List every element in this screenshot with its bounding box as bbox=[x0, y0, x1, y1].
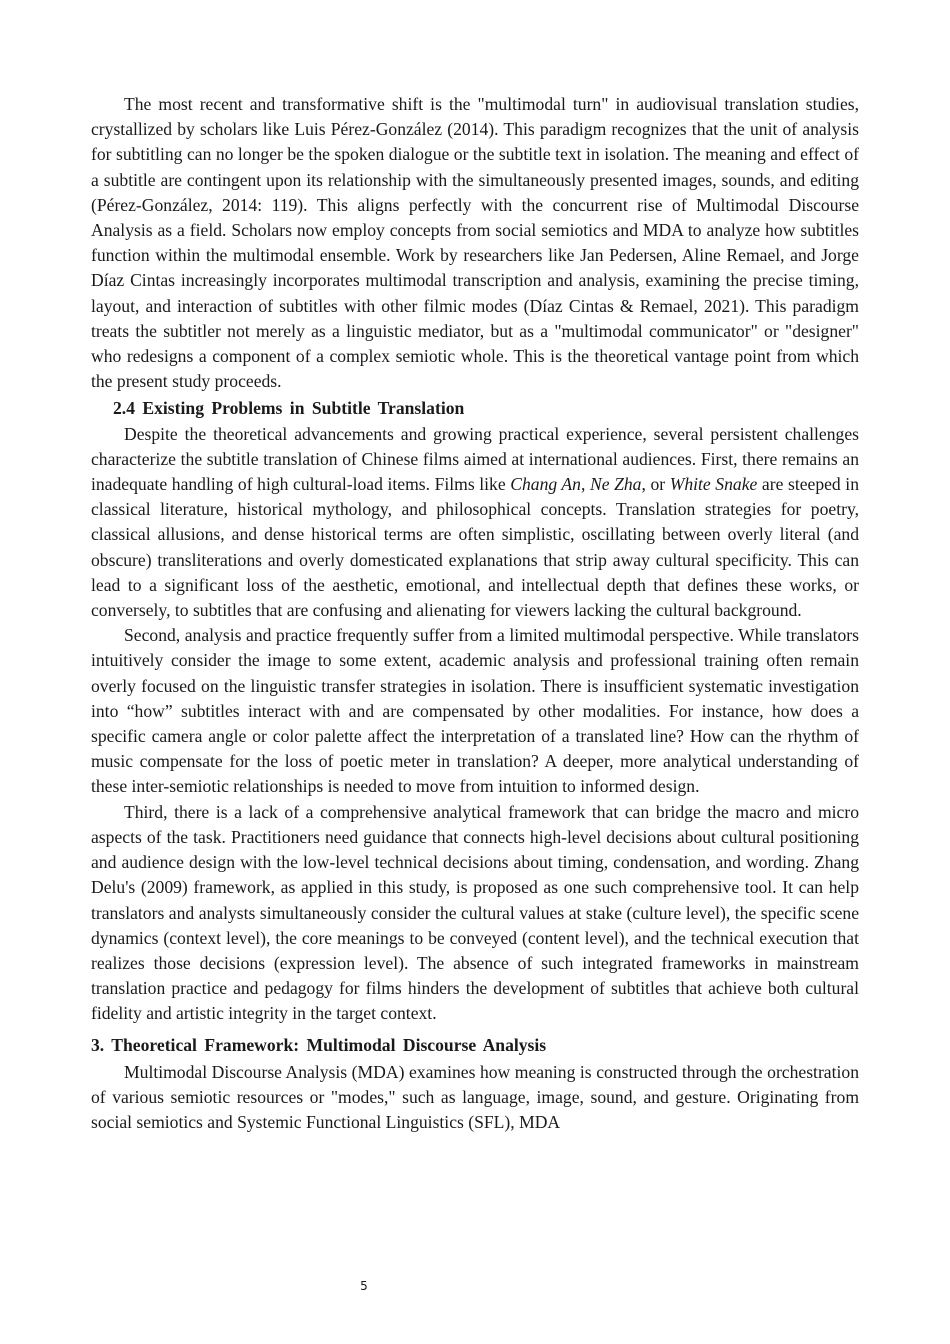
quoted-term: “how” bbox=[126, 700, 181, 721]
paragraph-mda-intro: Multimodal Discourse Analysis (MDA) examines how meaning is constructed through the orchestration of various semiotic resources or "modes," such as language, image, sound, and gesture. Originating from social semiotics and Systemic Functional Linguistics (SFL), MDA bbox=[91, 1061, 859, 1133]
paragraph-multimodal-turn: The most recent and transformative shift is the "multimodal turn" in audiovisual translation studies, crystallized by scholars like Luis Pérez-González (2014). This paradigm recognizes that the unit of analysis for subtitling can no longer be the spoken dialogue or the subtitle text in isolation. The meaning and effect of a subtitle are contingent upon its relationship with the simultaneously presented images, sounds, and editing (Pérez-González, 2014: 119). This aligns perfectly with the concurrent rise of Multimodal Discourse Analysis as a field. Scholars now employ concepts from social semiotics and MDA to analyze how subtitles function within the multimodal ensemble. Work by researchers like Jan Pedersen, Aline Remael, and Jorge Díaz Cintas increasingly incorporates multimodal transcription and analysis, examining the precise timing, layout, and interaction of subtitles with other filmic modes (Díaz Cintas & Remael, 2021). This paradigm treats the subtitler not merely as a linguistic mediator, but as a "multimodal communicator" or "designer" who redesigns a component of a complex semiotic whole. This is the theoretical vantage point from which the present study proceeds. bbox=[91, 94, 859, 392]
paragraph-text: are steeped in classical literature, historical mythology, and philosophical concepts. Translation strategies for poetry, classical allusions, and dense historical terms are often simplistic, oscillating between overly literal (and obscure) transliterations and overly domesticated explanations that strip away cultural specificity. This can lead to a significant loss of the aesthetic, emotional, and intellectual depth that defines these works, or conversely, to subtitles that are confusing and alienating for viewers lacking the cultural background. bbox=[91, 474, 859, 621]
film-title: Chang An bbox=[510, 474, 581, 495]
paragraph-analytical-framework: Third, there is a lack of a comprehensive analytical framework that can bridge the macro and micro aspects of the task. Practitioners need guidance that connects high-level decisions about cultural positioning and audience design with the low-level technical decisions about timing, condensation, and wording. Zhang Delu's (2009) framework, as applied in this study, is proposed as one such comprehensive tool. It can help translators and analysts simultaneously consider the cultural values at stake (culture level), the specific scene dynamics (context level), the core meanings to be conveyed (content level), and the technical execution that realizes those decisions (expression level). The absence of such integrated frameworks in mainstream translation practice and pedagogy for films hinders the development of subtitles that achieve both cultural fidelity and artistic integrity in the target context. bbox=[91, 801, 859, 1024]
film-title: White Snake bbox=[669, 474, 758, 495]
paragraph-cultural-load bbox=[91, 422, 859, 624]
separator: , bbox=[580, 474, 590, 495]
paragraph-text: subtitles interact with and are compensated by other modalities. For instance, how does a specific camera angle or color palette affect the interpretation of a translated line? How can the rhythm of music compensate for the loss of poetic meter in translation? A deeper, more analytical understanding of these inter-semiotic relationships is needed to move from intuition to informed design. bbox=[91, 700, 859, 797]
paragraph-text: Second, analysis and practice frequently suffer from a limited multimodal perspective. While translators intuitively consider the image to some extent, academic analysis and professional training often remain overly focused on the linguistic transfer strategies in isolation. There is insufficient systematic investigation into bbox=[91, 625, 859, 721]
separator: , or bbox=[641, 474, 670, 495]
document-body bbox=[91, 92, 859, 1135]
film-title: Ne Zha bbox=[589, 474, 642, 495]
paragraph-text: Despite the theoretical advancements and growing practical experience, several persistent challenges characterize the subtitle translation of Chinese films aimed at international audiences. First, there remains an inadequate handling of high cultural-load items. Films like bbox=[91, 423, 859, 495]
page-number: 5 bbox=[360, 1279, 368, 1293]
section-heading-2-4: 2.4 Existing Problems in Subtitle Translation bbox=[113, 398, 465, 419]
section-heading-3: 3. Theoretical Framework: Multimodal Discourse Analysis bbox=[91, 1034, 547, 1055]
paragraph-multimodal-perspective bbox=[91, 623, 859, 799]
